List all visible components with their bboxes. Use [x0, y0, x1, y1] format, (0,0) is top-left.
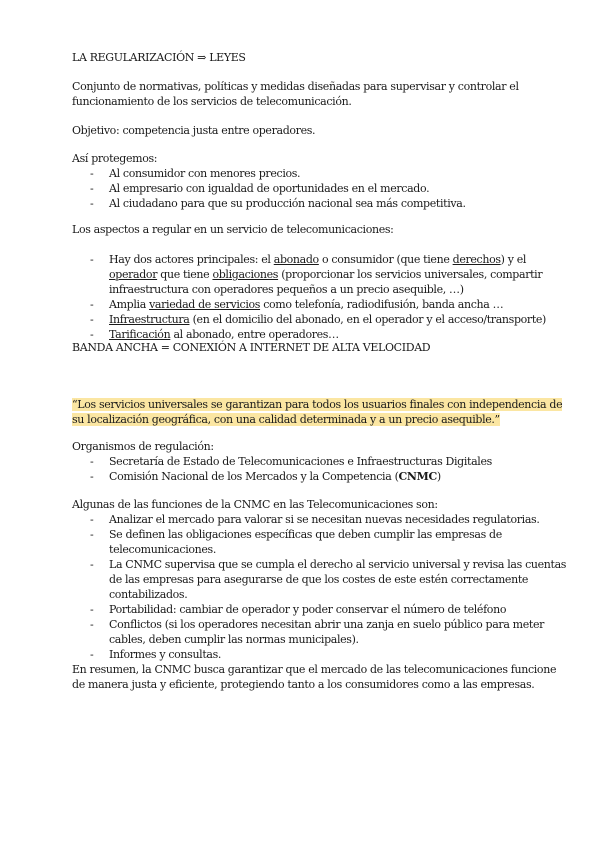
list-item-continuation: cables, deben cumplir las normas municipales).: [109, 633, 359, 646]
paragraph-definition: Conjunto de normativas, políticas y medidas diseñadas para supervisar y controlar el funcionamiento de los servicios de telecomunicación.: [72, 80, 519, 108]
list-protegemos: [72, 151, 532, 211]
list-item: - Amplia variedad de servicios como telefonía, radiodifusión, banda ancha …: [90, 298, 504, 311]
list-item-continuation: contabilizados.: [109, 588, 188, 601]
paragraph-aspectos: Los aspectos a regular en un servicio de telecomunicaciones:: [72, 223, 394, 236]
list-item-continuation: operador que tiene obligaciones (proporcionar los servicios universales, compartir: [109, 268, 543, 281]
list-item: - Analizar el mercado para valorar si se necesitan nuevas necesidades regulatorias.: [90, 513, 540, 526]
list-item-continuation: infraestructura con operadores pequeños a un precio asequible, …): [109, 283, 464, 296]
list-item: - Conflictos (si los operadores necesitan abrir una zanja en suelo público para meter: [90, 618, 545, 631]
list-item: - Infraestructura (en el domicilio del abonado, en el operador y el acceso/transporte): [90, 313, 546, 326]
list-item-continuation: telecomunicaciones.: [109, 543, 216, 556]
paragraph-objetivo: Objetivo: competencia justa entre operadores.: [72, 124, 316, 137]
list-item: - Hay dos actores principales: el abonado o consumidor (que tiene derechos) y el: [90, 253, 527, 266]
list-item: - Portabilidad: cambiar de operador y poder conservar el número de teléfono: [90, 603, 507, 616]
list-heading: Así protegemos:: [72, 152, 158, 165]
section-title-regularizacion: LA REGULARIZACIÓN ⇒ LEYES: [72, 51, 246, 64]
list-item: - Al consumidor con menores precios.: [90, 167, 301, 180]
list-organismos: [72, 439, 532, 484]
list-item-continuation: de las empresas para asegurarse de que los costes de este estén correctamente: [109, 573, 529, 586]
list-item: - Se definen las obligaciones específicas que deben cumplir las empresas de: [90, 528, 502, 541]
list-heading: Algunas de las funciones de la CNMC en las Telecomunicaciones son:: [72, 498, 438, 511]
list-aspectos: [72, 252, 546, 342]
highlighted-quote: “Los servicios universales se garantizan para todos los usuarios finales con independencia de su localización geográfica, con una calidad determinada y a un precio asequible.”: [72, 398, 563, 426]
list-item: - Comisión Nacional de los Mercados y la Competencia (CNMC): [90, 470, 441, 483]
summary-line: de manera justa y eficiente, protegiendo tanto a los consumidores como a las empresas.: [72, 678, 535, 691]
list-item: - Al empresario con igualdad de oportunidades en el mercado.: [90, 182, 430, 195]
list-item: - Informes y consultas.: [90, 648, 222, 661]
list-item: - La CNMC supervisa que se cumpla el derecho al servicio universal y revisa las cuentas: [90, 558, 567, 571]
list-item: - Secretaría de Estado de Telecomunicaciones e Infraestructuras Digitales: [90, 455, 492, 468]
section-title-banda-ancha: BANDA ANCHA = CONEXIÓN A INTERNET DE ALTA VELOCIDAD: [72, 341, 431, 354]
list-heading: Organismos de regulación:: [72, 440, 214, 453]
summary-line: En resumen, la CNMC busca garantizar que el mercado de las telecomunicaciones funcione: [72, 663, 557, 676]
list-item: - Al ciudadano para que su producción nacional sea más competitiva.: [90, 197, 466, 210]
list-item: - Tarificación al abonado, entre operadores…: [90, 328, 339, 341]
list-funciones: [72, 497, 567, 692]
